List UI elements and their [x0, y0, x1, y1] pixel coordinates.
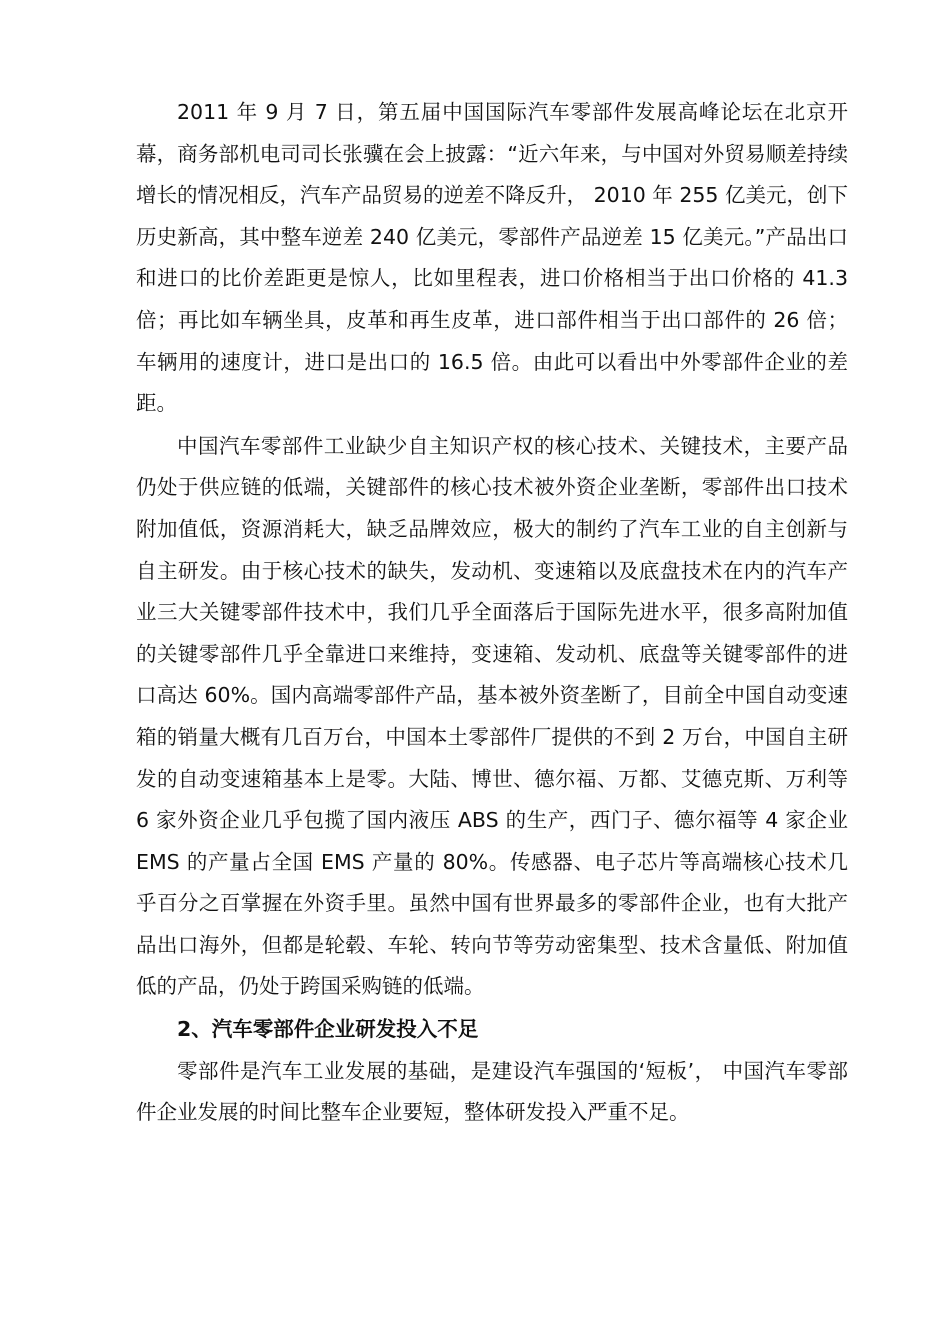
paragraph-trade-deficit: 2011 年 9 月 7 日，第五届中国国际汽车零部件发展高峰论坛在北京开幕，商务部机电司司长张骥在会上披露：“近六年来，与中国对外贸易顺差持续增长的情况相反，汽车产品贸易的逆差不降反升， 2010 年 255 亿美元，创下历史新高，其中整车逆差 240 亿美元，零部件产品逆差 15 亿美元。”产品出口和进口的比价差距更是惊人，比如里程表，进口价格相当于出口价格的 41.3 倍；再比如车辆坐具，皮革和再生皮革，进口部件相当于出口部件的 26 倍；车辆用的速度计，进口是出口的 16.5 倍。由此可以看出中外零部件企业的差距。	[136, 100, 848, 416]
section-heading: 2、汽车零部件企业研发投入不足	[177, 1017, 479, 1042]
document-page	[136, 92, 848, 1134]
paragraph-core-technology: 中国汽车零部件工业缺少自主知识产权的核心技术、关键技术，主要产品仍处于供应链的低端，关键部件的核心技术被外资企业垄断，零部件出口技术附加值低，资源消耗大，缺乏品牌效应，极大的制约了汽车工业的自主创新与自主研发。由于核心技术的缺失，发动机、变速箱以及底盘技术在内的汽车产业三大关键零部件技术中，我们几乎全面落后于国际先进水平，很多高附加值的关键零部件几乎全靠进口来维持，变速箱、发动机、底盘等关键零部件的进口高达 60%。国内高端零部件产品，基本被外资垄断了，目前全中国自动变速箱的销量大概有几百万台，中国本土零部件厂提供的不到 2 万台，中国自主研发的自动变速箱基本上是零。大陆、博世、德尔福、万都、艾德克斯、万利等 6 家外资企业几乎包揽了国内液压 ABS 的生产，西门子、德尔福等 4 家企业 EMS 的产量占全国 EMS 产量的 80%。传感器、电子芯片等高端核心技术几乎百分之百掌握在外资手里。虽然中国有世界最多的零部件企业，也有大批产品出口海外，但都是轮毂、车轮、转向节等劳动密集型、技术含量低、附加值低的产品，仍处于跨国采购链的低端。	[136, 433, 848, 999]
paragraph-rd-investment: 零部件是汽车工业发展的基础，是建设汽车强国的‘短板’， 中国汽车零部件企业发展的时间比整车企业要短，整体研发投入严重不足。	[136, 1058, 848, 1125]
